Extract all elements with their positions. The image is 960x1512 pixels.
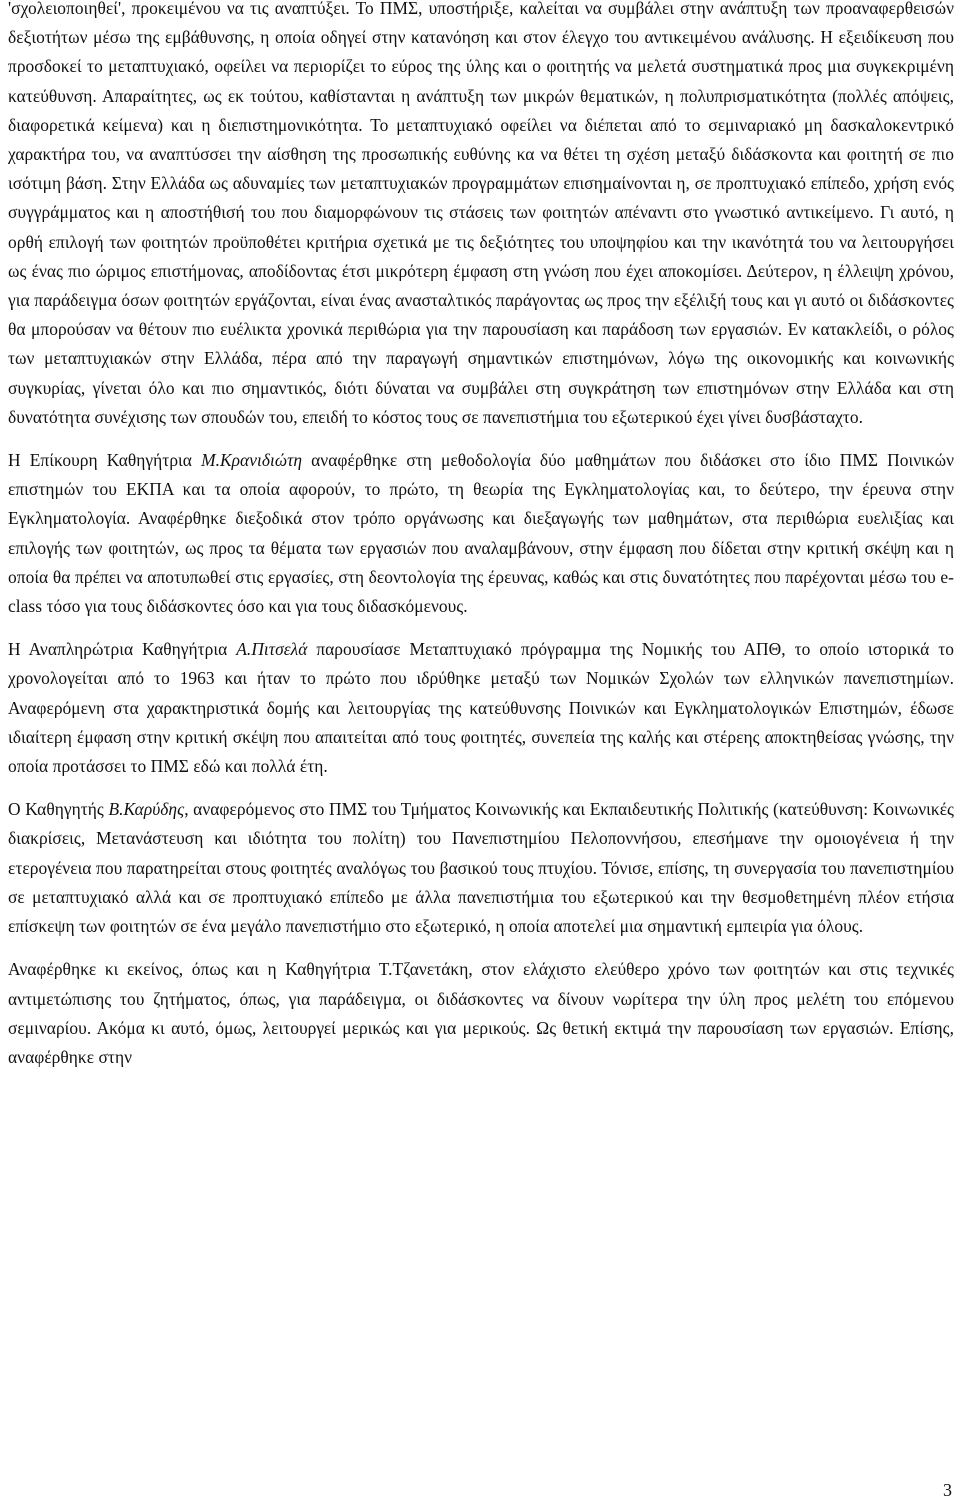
paragraph-2: [8, 446, 954, 621]
paragraph-4-lead: Ο Καθηγητής: [8, 799, 109, 820]
speaker-name-karydis: Β.Καρύδης: [108, 799, 185, 820]
paragraph-5-text: Αναφέρθηκε κι εκείνος, όπως και η Καθηγήτρια Τ.Τζανετάκη, στον ελάχιστο ελεύθερο χρόνο των φοιτητών και στις τεχνικές αντιμετώπισης του ζητήματος, όπως, για παράδειγμα, οι διδάσκοντες να δίνουν νωρίτερα την ύλη προς μελέτη του επόμενου σεμιναρίου. Ακόμα κι αυτό, όμως, λειτουργεί μερικώς και για μερικούς. Ως θετική εκτιμά την παρουσίαση των εργασιών. Επίσης, αναφέρθηκε στην: [8, 959, 954, 1067]
paragraph-3: [8, 635, 954, 781]
paragraph-3-body: παρουσίασε Μεταπτυχιακό πρόγραμμα της Νομικής του ΑΠΘ, το οποίο ιστορικά το χρονολογείται από το 1963 και ήταν το πρώτο που ιδρύθηκε μεταξύ των Νομικών Σχολών των ελληνικών πανεπιστημίων. Αναφερόμενη στα χαρακτηριστικά δομής και λειτουργίας της κατεύθυνσης Ποινικών και Εγκληματολογικών Επιστημών, έδωσε ιδιαίτερη έμφαση στην κριτική σκέψη που απαιτείται από τους φοιτητές, συνεπεία της καλής και στέρεης αποκτηθείσας γνώσης, την οποία προτάσσει το ΠΜΣ εδώ και πολλά έτη.: [8, 639, 954, 777]
speaker-name-kranidioti: Μ.Κρανιδιώτη: [201, 450, 303, 471]
speaker-name-pitsela: Α.Πιτσελά: [236, 639, 308, 660]
paragraph-2-body: αναφέρθηκε στη μεθοδολογία δύο μαθημάτων που διδάσκει στο ίδιο ΠΜΣ Ποινικών επιστημών του ΕΚΠΑ και τα οποία αφορούν, το πρώτο, τη θεωρία της Εγκληματολογίας και, το δεύτερο, την έρευνα στην Εγκληματολογία. Αναφέρθηκε διεξοδικά στον τρόπο οργάνωσης και διεξαγωγής των μαθημάτων, στα περιθώρια ευελιξίας και επιλογής των φοιτητών, ως προς τα θέματα των εργασιών που αναλαμβάνουν, στην έμφαση που δίδεται στην κριτική σκέψη και η οποία θα πρέπει να αποτυπωθεί στις εργασίες, στη δεοντολογία της έρευνας, καθώς και στις δυνατότητες που παρέχονται μέσω του e-class τόσο για τους διδάσκοντες όσο και για τους διδασκόμενους.: [8, 450, 954, 617]
document-page: [8, 0, 954, 1086]
paragraph-4: [8, 795, 954, 941]
paragraph-4-body: , αναφερόμενος στο ΠΜΣ του Τμήματος Κοινωνικής και Εκπαιδευτικής Πολιτικής (κατεύθυνση: Κοινωνικές διακρίσεις, Μετανάστευση και ιδιότητα του πολίτη) του Πανεπιστημίου Πελοποννήσου, επεσήμανε την ομοιογένεια ή την ετερογένεια που παρατηρείται στους φοιτητές αναλόγως του βασικού τους πτυχίου. Τόνισε, επίσης, τη συνεργασία του πανεπιστημίου σε μεταπτυχιακό αλλά και σε προπτυχιακό επίπεδο με άλλα πανεπιστήμια του εξωτερικού και την θεσμοθετημένη πλέον ετήσια επίσκεψη των φοιτητών σε ένα μεγάλο πανεπιστήμιο στο εξωτερικό, η οποία αποτελεί μια σημαντική εμπειρία για όλους.: [8, 799, 954, 937]
paragraph-3-lead: Η Αναπληρώτρια Καθηγήτρια: [8, 639, 237, 660]
paragraph-1-text: 'σχολειοποιηθεί', προκειμένου να τις αναπτύξει. Το ΠΜΣ, υποστήριξε, καλείται να συμβάλει στην ανάπτυξη των προαναφερθεισών δεξιοτήτων μέσω της εμβάθυνσης, η οποία οδηγεί στην κατανόηση και στον έλεγχο του αντικειμένου ανάλυσης. Η εξειδίκευση που προσδοκεί το μεταπτυχιακό, οφείλει να περιορίζει το εύρος της ύλης και ο φοιτητής να μελετά συστηματικά προς μια συγκεκριμένη κατεύθυνση. Απαραίτητες, ως εκ τούτου, καθίστανται η ανάπτυξη των μικρών θεματικών, η πολυπρισματικότητα (πολλές απόψεις, διαφορετικά κείμενα) και η διεπιστημονικότητα. Το μεταπτυχιακό οφείλει να διέπεται από το σεμιναριακό μη δασκαλοκεντρικό χαρακτήρα του, να αναπτύσσει την αίσθηση της προσωπικής ευθύνης κα να θέτει τη σχέση μεταξύ διδάσκοντα και φοιτητή σε πιο ισότιμη βάση. Στην Ελλάδα ως αδυναμίες των μεταπτυχιακών προγραμμάτων επισημαίνονται η, σε προπτυχιακό επίπεδο, χρήση ενός συγγράμματος και η αποστήθισή του που διαμορφώνουν τις στάσεις των φοιτητών απέναντι στο γνωστικό αντικείμενο. Γι αυτό, η ορθή επιλογή των φοιτητών προϋποθέτει κριτήρια σχετικά με τις δεξιότητες του υποψηφίου και την ικανότητά του να λειτουργήσει ως ένας πιο ώριμος επιστήμονας, αποδίδοντας έτσι μικρότερη έμφαση στη γνώση που έχει αποκομίσει. Δεύτερον, η έλλειψη χρόνου, για παράδειγμα όσων φοιτητών εργάζονται, είναι ένας ανασταλτικός παράγοντας ως προς την εξέλιξή τους και γι αυτό οι διδάσκοντες θα μπορούσαν να θέτουν πιο ευέλικτα χρονικά περιθώρια για την παρουσίαση και παράδοση των εργασιών. Εν κατακλείδι, ο ρόλος των μεταπτυχιακών στην Ελλάδα, πέρα από την παραγωγή σημαντικών επιστημόνων, λόγω της οικονομικής και κοινωνικής συγκυρίας, γίνεται όλο και πιο σημαντικός, διότι δύναται να συμβάλει στη συγκράτηση των επιστημόνων στην Ελλάδα και στη δυνατότητα συνέχισης των σπουδών του, επειδή το κόστος τους σε πανεπιστήμια του εξωτερικού έχει γίνει δυσβάσταχτο.: [8, 0, 954, 427]
paragraph-5: [8, 955, 954, 1072]
paragraph-2-lead: Η Επίκουρη Καθηγήτρια: [8, 450, 202, 471]
paragraph-1: [8, 0, 954, 432]
page-number: 3: [943, 1480, 952, 1500]
